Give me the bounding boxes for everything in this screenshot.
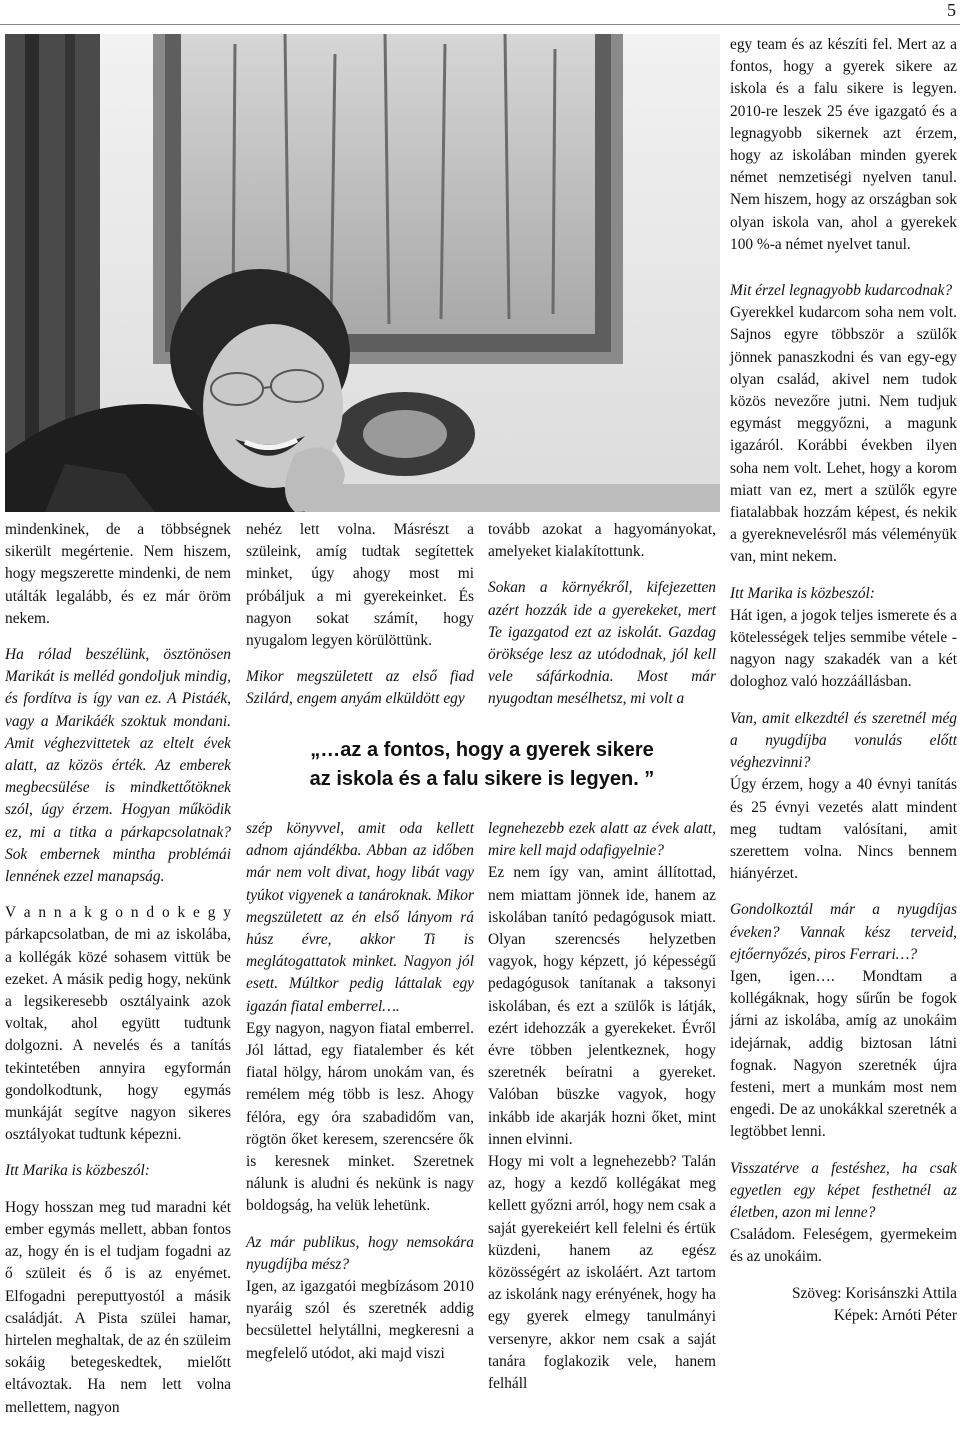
col2b-paragraph: Egy nagyon, nagyon fiatal emberrel. Jól láttad, egy fiatalember és két fiatal hölgy, három unokám van, és remélem még több is lesz. Ahogy félóra, egy óra szabadidőm van, rögtön őket keresem, szerencsére ők is keresnek minket. Szeretnek nálunk is aludni és nekünk is nagy boldogság, ha velük lehetünk. bbox=[246, 1019, 474, 1215]
col1-paragraph: Itt Marika is közbeszól: bbox=[5, 1162, 150, 1180]
portrait-photo bbox=[5, 34, 720, 512]
credit-photo-author: Képek: Arnóti Péter bbox=[833, 1306, 957, 1324]
header-rule bbox=[0, 24, 960, 25]
col2-paragraph: nehéz lett volna. Másrészt a szüleink, amíg tudtak segítettek minket, úgy ahogy most mi próbáljuk a mi gyerekeinket. És nagyon sokat számít, hogy nyugalom legyen körülöttünk. bbox=[246, 521, 474, 650]
col4-paragraph: Visszatérve a festéshez, ha csak egyetlen egy képet festhetnél az életben, azon mi lenne? bbox=[730, 1159, 957, 1221]
col3b-paragraph: Ez nem így van, amint állítottad, nem miattam jönnek ide, hanem az iskolában tanító pedagógusok miatt. Olyan szerencsés helyzetben vagyok, hogy képzett, jó képességű pedagógusok tanítanak a taksonyi iskolában, és ezt a szülők is látják, ezért idehozzák a gyerekeket. Évről évre többen jelentkeznek, hogy szeretnék beíratni a gyereket. Valóban büszke vagyok, hogy inkább ide akarják hozni őket, mint innen elvinni. bbox=[488, 864, 716, 1148]
credit-text-author: Szöveg: Korisánszki Attila bbox=[792, 1284, 957, 1302]
col2-paragraph: Mikor megszületett az első fiad Szilárd, engem anyám elküldött egy bbox=[246, 668, 474, 708]
col4-paragraph: Van, amit elkezdtél és szeretnél még a nyugdíjba vonulás előtt véghezvinni? bbox=[730, 709, 957, 772]
col1-paragraph: mindenkinek, de a többségnek sikerült megértenie. Nem hiszem, hogy megszerette mindenki, de nem utálták legalább, és ez már öröm nekem. bbox=[5, 521, 231, 627]
col4-paragraph: Mit érzel legnagyobb kudarcodnak? bbox=[730, 282, 953, 300]
col4-paragraph: Úgy érzem, hogy a 40 évnyi tanítás és 25 évnyi vezetés alatt mindent meg tudtam valósítani, amit szerettem volna. Nincs bennem hiányérzet. bbox=[730, 776, 957, 883]
column-3 bbox=[488, 519, 716, 725]
col3b-paragraph: Hogy mi volt a legnehezebb? Talán az, hogy a kezdő kollégákat meg kellett győzni arról, hogy nem csak a saját gyerekeiért kell felelni és értük küzdeni, hanem az egész közösségért az iskoláért. Azt tartom az iskolánk nagy erényének, hogy ha egy gyerek elmegy tanulmányi versenyre, akkor nem csak a saját tanára foglakozik vele, hanem felháll bbox=[488, 1153, 716, 1393]
col4-paragraph: egy team és az készíti fel. Mert az a fontos, hogy a gyerek sikere az iskola és a falu sikere is legyen. 2010-re leszek 25 éve igazgató és a legnagyobb sikernek azt érzem, hogy az iskolában minden gyerek német nemzetiségi nyelven tanul. Nem hiszem, hogy az országban sok olyan iskola van, ahol a gyerekek 100 %-a német nyelvet tanul. bbox=[730, 36, 957, 253]
col3b-paragraph: legnehezebb ezek alatt az évek alatt, mire kell majd odafigyelnie? bbox=[488, 820, 716, 860]
column-2-lower bbox=[246, 818, 474, 1379]
col4-paragraph: Itt Marika is közbeszól: bbox=[730, 584, 875, 602]
col4-paragraph: Gyerekkel kudarcom soha nem volt. Sajnos egyre többször a szülők jönnek panaszkodni és van egy-egy olyan család, akivel nem tudok közös nevezőre jutni. Nem tudjuk egymást meggyőzni, a magunk igazáról. Korábbi években ilyen soha nem volt. Lehet, hogy a korom miatt van ez, mert a szülők egyre fiatalabbak hozzám képest, és nekik a gyereknevelésről más véleményük van, mint nekem. bbox=[730, 304, 957, 566]
column-1 bbox=[5, 519, 231, 1433]
col4-paragraph: Igen, igen…. Mondtam a kollégáknak, hogy sűrűn be fogok járni az iskolába, amíg az unokáim idejárnak, addig biztosan látni fognak. Nagyon szeretnék újra festeni, mert a munkám most nem engedi. De az unokákkal szeretnék a legtöbbet lenni. bbox=[730, 967, 957, 1141]
col1-paragraph: Hogy hosszan meg tud maradni két ember egymás mellett, abban fontos az, hogy én is el tudjam fogadni az ő szüleit és ő is az enyémet. Elfogadni pereputtyostól a másik családját. A Pista szülei hamar, hirtelen meghaltak, de az én szüleim sokáig betegeskedtek, mielőtt eltávoztak. Ha nem lett volna mellettem, nagyon bbox=[5, 1198, 231, 1416]
col3-paragraph: Sokan a környékről, kifejezetten azért hozzák ide a gyerekeket, mert Te igazgatod ezt az iskolát. Gazdag öröksége lesz az utódodnak, jól kell vele sáfárkodnia. Most már nyugodtan mesélhetsz, mi volt a bbox=[488, 579, 716, 708]
column-2 bbox=[246, 519, 474, 725]
portrait-photo-graphic bbox=[5, 34, 720, 512]
col3-paragraph: tovább azokat a hagyományokat, amelyeket kialakítottunk. bbox=[488, 521, 716, 561]
credits bbox=[730, 1283, 957, 1327]
col4-paragraph: Gondolkoztál már a nyugdíjas éveken? Vannak kész terveid, ejtőernyőzés, piros Ferrari…? bbox=[730, 901, 957, 963]
pull-quote-line-1: „…az a fontos, hogy a gyerek sikere bbox=[310, 739, 654, 761]
page-number: 5 bbox=[947, 0, 956, 20]
col2b-paragraph: Igen, az igazgatói megbízásom 2010 nyaráig szól és szeretnék addig becsülettel helytállni, megkeresni a megfelelő utódot, aki majd viszi bbox=[246, 1278, 474, 1362]
pull-quote-line-2: az iskola és a falu sikere is legyen. ” bbox=[309, 768, 655, 790]
col1-paragraph: V a n n a k g o n d o k e g y párkapcsolatban, de mi az iskolába, a kollégák közé sohasem vittük be ezeket. A másik pedig hogy, nekünk a legsikeresebb osztályaink azok voltak, ahol együtt tudtunk dolgozni. A nevelés és a tanítás tekintetében annyira egyformán gondolkodtunk, hogy egymás munkáját segítve nagyon sikeres osztályokat tudtunk képezni. bbox=[5, 904, 231, 1144]
pull-quote bbox=[248, 736, 716, 794]
column-4 bbox=[730, 34, 957, 1327]
column-3-lower bbox=[488, 818, 716, 1409]
col4-paragraph: Hát igen, a jogok teljes ismerete és a kötelességek teljes semmibe vétele - nagyon nagy szakadék van a két dologhoz való hozzáállásban. bbox=[730, 606, 957, 691]
col1-paragraph: Ha rólad beszélünk, ösztönösen Marikát is melléd gondoljuk mindig, és fordítva is így van ez. A Pistáék, vagy a Marikáék szoktuk mondani. Amit véghezvittetek az eltelt évek alatt, az közös érték. Az emberek megbecsülése is mindkettőtöknek szól, úgy érzem. Hogyan működik ez, mi a titka a párkapcsolatnak? Sok embernek mintha problémái lennének ezzel manapság. bbox=[5, 646, 231, 886]
col2b-paragraph: szép könyvvel, amit oda kellett adnom ajándékba. Abban az időben már nem volt divat, hogy libát vagy tyúkot vigyenek a tanároknak. Mikor megszületett az én első lányom rá húsz évre, akkor Ti is meglátogattatok minket. Nagyon jól esett. Múltkor pedig láttalak egy igazán fiatal emberrel…. bbox=[246, 820, 474, 1015]
col2b-paragraph: Az már publikus, hogy nemsokára nyugdíjba mész? bbox=[246, 1233, 474, 1273]
col4-paragraph: Családom. Feleségem, gyermekeim és az unokáim. bbox=[730, 1226, 957, 1266]
